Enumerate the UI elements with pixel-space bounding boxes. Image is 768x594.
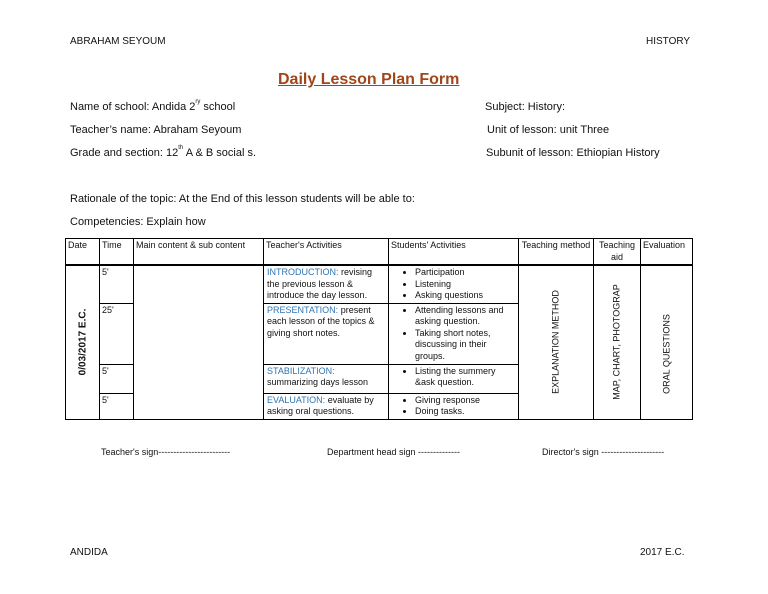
list-item: • Listing the summery &ask question. bbox=[415, 366, 516, 389]
rationale-field: Rationale of the topic: At the End of this lesson students will be able to: bbox=[70, 193, 415, 205]
lesson-date: 0/03/2017 E.C. bbox=[76, 308, 88, 376]
page-title: Daily Lesson Plan Form bbox=[278, 71, 460, 88]
time-cell: 5' bbox=[100, 265, 134, 303]
footer-year: 2017 E.C. bbox=[640, 547, 685, 558]
teacher-activity-cell: EVALUATION: evaluate by asking oral questions. bbox=[264, 393, 389, 419]
list-item: • Taking short notes, discussing in their groups. bbox=[415, 328, 516, 363]
header-author: ABRAHAM SEYOUM bbox=[70, 36, 166, 47]
teaching-aid-text: MAP, CHART, PHOTOGRAP bbox=[611, 284, 622, 401]
col-header-teacher-activities: Teacher's Activities bbox=[264, 239, 389, 266]
lesson-plan-table bbox=[65, 238, 693, 420]
time-cell: 5' bbox=[100, 364, 134, 393]
subject-field: Subject: History: bbox=[485, 101, 566, 113]
col-header-content: Main content & sub content bbox=[134, 239, 264, 266]
col-header-time: Time bbox=[100, 239, 134, 266]
teacher-activity-cell: STABILIZATION: summarizing days lesson bbox=[264, 364, 389, 393]
student-activity-cell bbox=[389, 393, 519, 419]
list-item: • Doing tasks. bbox=[415, 406, 516, 418]
unit-field: Unit of lesson: unit Three bbox=[487, 124, 610, 136]
student-activity-cell bbox=[389, 265, 519, 303]
list-item: • Giving response bbox=[415, 395, 516, 407]
evaluation-cell bbox=[641, 265, 693, 419]
student-activity-cell bbox=[389, 303, 519, 364]
student-activity-cell bbox=[389, 364, 519, 393]
date-cell bbox=[66, 265, 100, 419]
col-header-evaluation: Evaluation bbox=[641, 239, 693, 266]
teaching-method-text: EXPLANATION METHOD bbox=[550, 290, 561, 395]
time-cell: 5' bbox=[100, 393, 134, 419]
time-cell: 25' bbox=[100, 303, 134, 364]
grade-section-field: Grade and section: 12th A & B social s. bbox=[70, 145, 257, 159]
main-content-cell bbox=[134, 265, 264, 419]
col-header-teaching-aid: Teaching aid bbox=[594, 239, 641, 266]
col-header-teaching-method: Teaching method bbox=[519, 239, 594, 266]
footer-location: ANDIDA bbox=[70, 547, 108, 558]
department-head-signature-line: Department head sign -------------- bbox=[327, 447, 461, 457]
list-item: • Listening bbox=[415, 279, 516, 291]
teacher-name-field: Teacher’s name: Abraham Seyoum bbox=[70, 124, 242, 136]
subunit-field: Subunit of lesson: Ethiopian History bbox=[486, 147, 660, 159]
col-header-date: Date bbox=[66, 239, 100, 266]
school-name-field: Name of school: Andida $2^{ry}$ school bbox=[70, 99, 236, 113]
col-header-student-activities: Students' Activities bbox=[389, 239, 519, 266]
evaluation-text: ORAL QUESTIONS bbox=[660, 314, 671, 395]
competencies-field: Competencies: Explain how bbox=[70, 216, 206, 228]
list-item: • Asking questions bbox=[415, 290, 516, 302]
teacher-activity-cell: INTRODUCTION: revising the previous lesson & introduce the day lesson. bbox=[264, 265, 389, 303]
teacher-signature-line: Teacher's sign------------------------ bbox=[101, 447, 231, 457]
table-header-row bbox=[66, 239, 693, 266]
table-row bbox=[66, 265, 693, 303]
list-item: • Participation bbox=[415, 267, 516, 279]
teaching-method-cell bbox=[519, 265, 594, 419]
teaching-aid-cell bbox=[594, 265, 641, 419]
list-item: • Attending lessons and asking question. bbox=[415, 305, 516, 328]
header-subject: HISTORY bbox=[646, 36, 691, 47]
teacher-activity-cell: PRESENTATION: present each lesson of the topics & giving short notes. bbox=[264, 303, 389, 364]
director-signature-line: Director's sign --------------------- bbox=[542, 447, 665, 457]
